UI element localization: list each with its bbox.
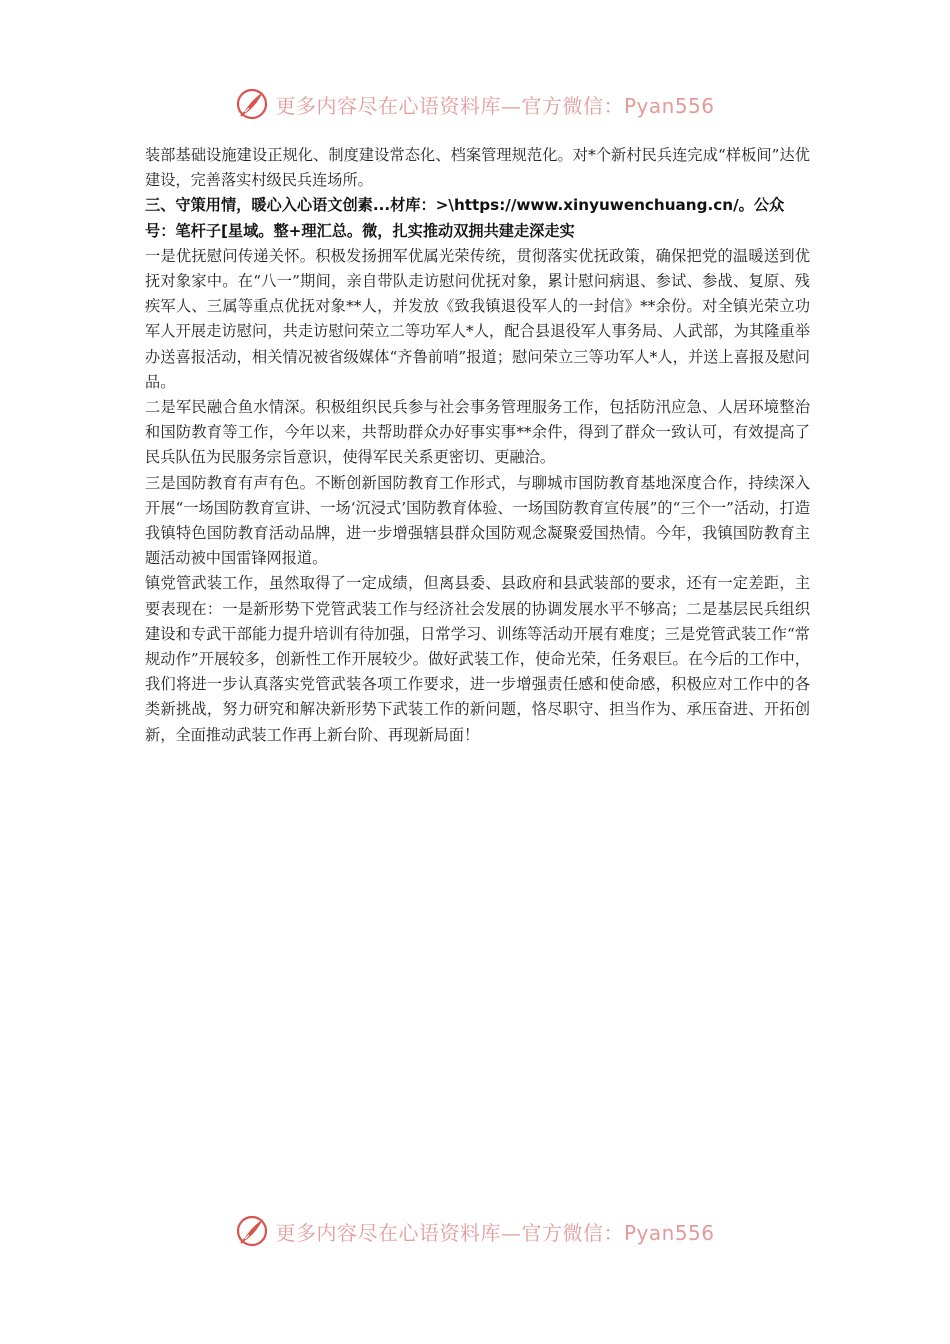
quill-pen-logo-icon <box>235 87 269 121</box>
wechat-id: Pyan556 <box>623 93 715 118</box>
paragraph-summary: 镇党管武装工作，虽然取得了一定成绩，但离县委、县政府和县武装部的要求，还有一定差距，主要表现在：一是新形势下党管武装工作与经济社会发展的协调发展水平不够高；二是基层民兵组织建设和专武干部能力提升培训有待加强，日常学习、训练等活动开展有难度；三是党管武装工作“常规动作”开展较多，创新性工作开展较少。做好武装工作，使命光荣，任务艰巨。在今后的工作中，我们将进一步认真落实党管武装各项工作要求，进一步增强责任感和使命感，积极应对工作中的各类新挑战，努力研究和解决新形势下武装工作的新问题，恪尽职守、担当作为、承压奋进、开拓创新，全面推动武装工作再上新台阶、再现新局面！ <box>145 574 810 744</box>
watermark-text: 更多内容尽在心语资料库—官方微信：Pyan556 <box>275 1220 715 1245</box>
paragraph-care-visits: 一是优抚慰问传递关怀。积极发扬拥军优属光荣传统，贯彻落实优抚政策，确保把党的温暖送到优抚对象家中。在“八一”期间，亲自带队走访慰问优抚对象，累计慰问病退、参试、参战、复原、残疾军人、三属等重点优抚对象**人，并发放《致我镇退役军人的一封信》**余份。对全镇光荣立功军人开展走访慰问，共走访慰问荣立二等功军人*人，配合县退役军人事务局、人武部，为其隆重举办送喜报活动，相关情况被省级媒体“齐鲁前哨”报道；慰问荣立三等功军人*人，并送上喜报及慰问品。 <box>145 246 810 391</box>
watermark-text: 更多内容尽在心语资料库—官方微信：Pyan556 <box>275 93 715 118</box>
paragraph-civil-military: 二是军民融合鱼水情深。积极组织民兵参与社会事务管理服务工作，包括防汛应急、人居环境整治和国防教育等工作，今年以来，共帮助群众办好事实事**余件，得到了群众一致认可，有效提高了民兵队伍为民服务宗旨意识，使得军民关系更密切、更融洽。 <box>145 398 810 467</box>
section-heading-3: 三、守策用情，暖心入心语文创素...材库：>\https://www.xinyuwenchuang.cn/。公众号：笔杆子[星域。整+理汇总。微，扎实推动双拥共建走深走实 <box>145 196 785 240</box>
paragraph-defense-education: 三是国防教育有声有色。不断创新国防教育工作形式，与聊城市国防教育基地深度合作，持续深入开展“一场国防教育宣讲、一场‘沉浸式’国防教育体验、一场国防教育宣传展”的“三个一”活动，打造我镇特色国防教育活动品牌，进一步增强辖县群众国防观念凝聚爱国热情。今年，我镇国防教育主题活动被中国雷锋网报道。 <box>145 473 810 568</box>
footer-watermark-banner <box>0 1211 950 1251</box>
wechat-id: Pyan556 <box>623 1220 715 1245</box>
quill-pen-logo-icon <box>235 1214 269 1248</box>
document-body <box>145 143 810 748</box>
paragraph-facilities: 装部基础设施建设正规化、制度建设常态化、档案管理规范化。对*个新村民兵连完成“样板间”达优建设，完善落实村级民兵连场所。 <box>145 146 810 190</box>
header-watermark-banner <box>0 84 950 124</box>
